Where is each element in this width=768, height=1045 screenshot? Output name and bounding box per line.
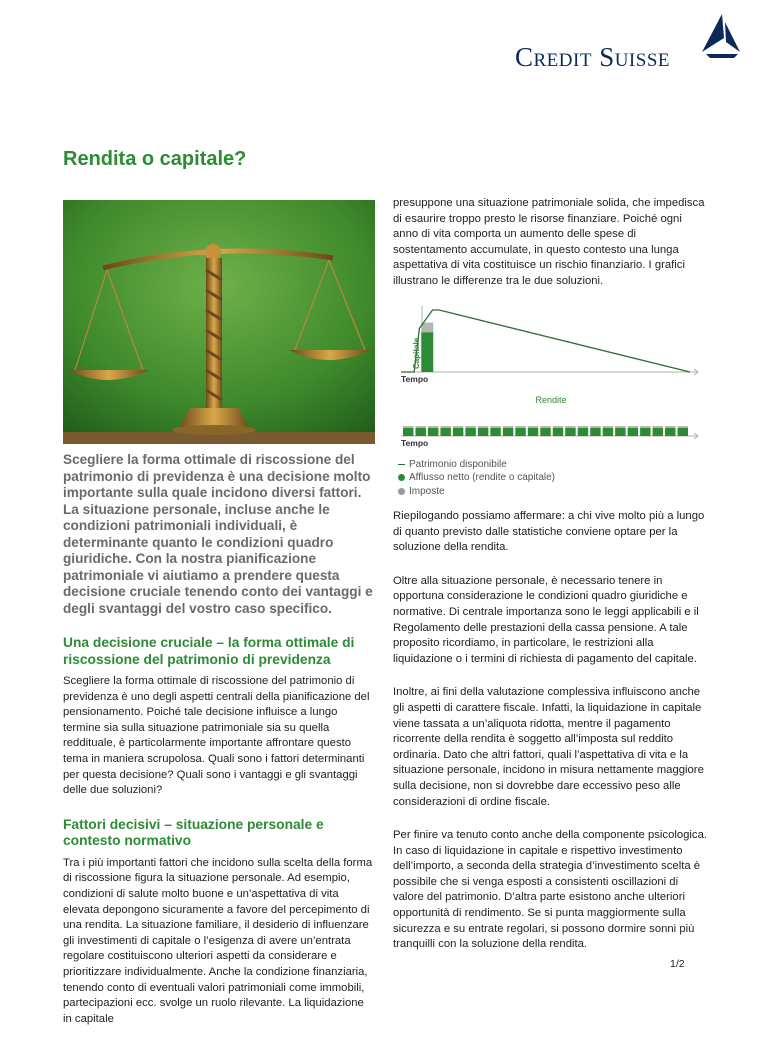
- section-2-heading: Fattori decisivi – situazione personale e contesto normativo: [63, 816, 324, 849]
- rendita-net-bar: [415, 428, 425, 436]
- rendita-net-bar: [615, 428, 625, 436]
- lead-paragraph: Scegliere la forma ottimale di riscossione del patrimonio di previdenza è una decisione molto importante sulla quale incidono diversi fattori. La situazione personale, incluse anche le condizioni patrimoniali individuali, è determinante quanto le condizioni quadro giuridiche. Con la nostra pianificazione patrimoniale vi aiutiamo a prendere questa decisione cruciale tenendo conto dei vantaggi e degli svantaggi del vostro caso specifico.: [63, 452, 373, 616]
- rendita-tax-bar: [578, 426, 588, 428]
- comparison-charts: [393, 296, 713, 456]
- page-number: 1/2: [670, 958, 685, 970]
- sailboat-icon: [700, 12, 742, 60]
- x-axis-label: Tempo: [401, 374, 429, 384]
- summary-paragraph: Riepilogando possiamo affermare: a chi vive molto più a lungo di quanto previsto dalle statistiche conviene optare per la soluzione della rendita.: [393, 510, 705, 554]
- charts-svg: [393, 296, 713, 456]
- logo-text: Credit Suisse: [515, 42, 670, 72]
- rendita-tax-bar: [440, 426, 450, 428]
- legend-label: Afflusso netto (rendite o capitale): [409, 472, 556, 484]
- rendita-tax-bar: [665, 426, 675, 428]
- scales-photo: [63, 200, 375, 444]
- rendita-tax-bar: [540, 426, 550, 428]
- legend-label: Patrimonio disponibile: [409, 459, 507, 470]
- rendita-net-bar: [665, 428, 675, 436]
- rendita-net-bar: [478, 428, 488, 436]
- capital-net-bar: [421, 332, 433, 372]
- rendita-net-bar: [640, 428, 650, 436]
- section-2-text: Tra i più importanti fattori che incidono sulla scelta della forma di riscossione figura la situazione personale. Ad esempio, condizioni di salute molto buone e un’aspettativa di vita elevata depongono sicuramente a favore del percepimento di una rendita. La situazione familiare, il desiderio di influenzare gli investimenti di capitale o l’esigenza di avere un’entrata regolare costituiscono ulteriori aspetti da considerare e prioritizzare individualmente. Anche la condizione finanziaria, tenendo conto di eventuali valori patrimoniali come immobili, partecipazioni ecc. svolge un ruolo rilevante. La liquidazione in capitale: [63, 856, 373, 1025]
- rendita-net-bar: [678, 428, 688, 436]
- page-title: Rendita o capitale?: [63, 148, 247, 170]
- legend-dot-icon: [398, 488, 405, 495]
- rendita-net-bar: [465, 428, 475, 436]
- rendita-tax-bar: [515, 426, 525, 428]
- rendita-net-bar: [515, 428, 525, 436]
- rendita-net-bar: [565, 428, 575, 436]
- rendita-net-bar: [578, 428, 588, 436]
- legend-dot-icon: [398, 474, 405, 481]
- series-line-patrimonio: [401, 310, 690, 372]
- chart-legend: [398, 458, 555, 498]
- rendita-tax-bar: [653, 426, 663, 428]
- rendita-net-bar: [653, 428, 663, 436]
- left-column: [63, 452, 375, 1045]
- scales-of-justice-illustration: [63, 200, 375, 444]
- legend-item-afflusso: [398, 471, 555, 484]
- rendita-tax-bar: [640, 426, 650, 428]
- rendita-tax-bar: [490, 426, 500, 428]
- legal-paragraph: Oltre alla situazione personale, è necessario tenere in opportuna considerazione le condizioni quadro giuridiche e normative. Di centrale importanza sono le leggi applicabili e il Regolamento delle prestazioni della cassa pensione. A tale proposito ricordiamo, in particolare, le restrizioni alla liquidazione o i termini di richiesta di pagamento del capitale.: [393, 574, 699, 665]
- rendita-tax-bar: [528, 426, 538, 428]
- legend-item-patrimonio: [398, 458, 555, 471]
- rendita-net-bar: [490, 428, 500, 436]
- rendita-net-bar: [603, 428, 613, 436]
- rendita-tax-bar: [478, 426, 488, 428]
- rendita-tax-bar: [415, 426, 425, 428]
- rendita-tax-bar: [403, 426, 413, 428]
- rendita-tax-bar: [553, 426, 563, 428]
- rendita-tax-bar: [503, 426, 513, 428]
- legend-label: Imposte: [409, 485, 445, 497]
- rendita-tax-bar: [628, 426, 638, 428]
- right-column-body: [393, 509, 707, 971]
- rendita-net-bar: [503, 428, 513, 436]
- legend-dash-icon: [398, 464, 405, 466]
- rendita-net-bar: [403, 428, 413, 436]
- rendita-tax-bar: [565, 426, 575, 428]
- y-axis-label: Capitale: [412, 337, 422, 369]
- rendita-tax-bar: [678, 426, 688, 428]
- rendita-tax-bar: [428, 426, 438, 428]
- legend-item-imposte: [398, 485, 555, 498]
- rendita-net-bar: [440, 428, 450, 436]
- chart-title: Rendite: [535, 395, 567, 405]
- rendita-net-bar: [453, 428, 463, 436]
- rendita-net-bar: [628, 428, 638, 436]
- tax-paragraph: Inoltre, ai fini della valutazione complessiva influiscono anche gli aspetti di carattere fiscale. Infatti, la liquidazione in capitale viene tassata a un’aliquota ridotta, mentre il pagamento ricorrente della rendita è soggetto all’imposta sul reddito ordinaria. Dato che altri fattori, quali l’aspettativa di vita e la situazione personale, incidono in misura nettamente maggiore sulla decisione, non si dovrebbe dare eccessivo peso alle considerazioni di ordine fiscale.: [393, 686, 704, 808]
- rendita-net-bar: [540, 428, 550, 436]
- rendita-net-bar: [590, 428, 600, 436]
- rendita-tax-bar: [465, 426, 475, 428]
- rendita-net-bar: [553, 428, 563, 436]
- section-1-text: Scegliere la forma ottimale di riscossione del patrimonio di previdenza è uno degli aspetti centrali della pianificazione del pensionamento. Poiché tale decisione influisce a lungo termine sia sulla situazione patrimoniale sia su quella reddituale, è particolarmente importante affrontare questo tema in maniera scrupolosa. Quali sono i fattori determinanti per questa decisione? Quali sono i vantaggi e gli svantaggi delle due soluzioni?: [63, 675, 370, 797]
- rendita-net-bar: [428, 428, 438, 436]
- rendita-tax-bar: [603, 426, 613, 428]
- x-axis-label: Tempo: [401, 438, 429, 448]
- rendita-tax-bar: [615, 426, 625, 428]
- psychology-paragraph: Per finire va tenuto conto anche della componente psicologica. In caso di liquidazione in capitale e rispettivo investimento dell’importo, a seconda della strategia d’investimento scelta è possibile che si venga esposti a consistenti oscillazioni di valore del patrimonio. D’altra parte esistono anche ulteriori opportunità di rendimento. Se si punta maggiormente sulla sicurezza e su entrate regolari, si possono dormire sonni più tranquilli con la soluzione della rendita.: [393, 829, 708, 951]
- intro-paragraph: presuppone una situazione patrimoniale solida, che impedisca di esaurire troppo presto le risorse finanziare. Poiché ogni anno di vita comporta un aumento delle spese di sostentamento accumulate, in questo contesto una lunga aspettativa di vita costituisce un rischio finanziario. I grafici illustrano le differenze tra le due soluzioni.: [393, 197, 705, 287]
- rendita-net-bar: [528, 428, 538, 436]
- section-1-heading: Una decisione cruciale – la forma ottimale di riscossione del patrimonio di previdenza: [63, 635, 355, 667]
- credit-suisse-logo: [515, 12, 740, 72]
- rendita-tax-bar: [590, 426, 600, 428]
- right-column-intro: [393, 196, 707, 308]
- rendita-tax-bar: [453, 426, 463, 428]
